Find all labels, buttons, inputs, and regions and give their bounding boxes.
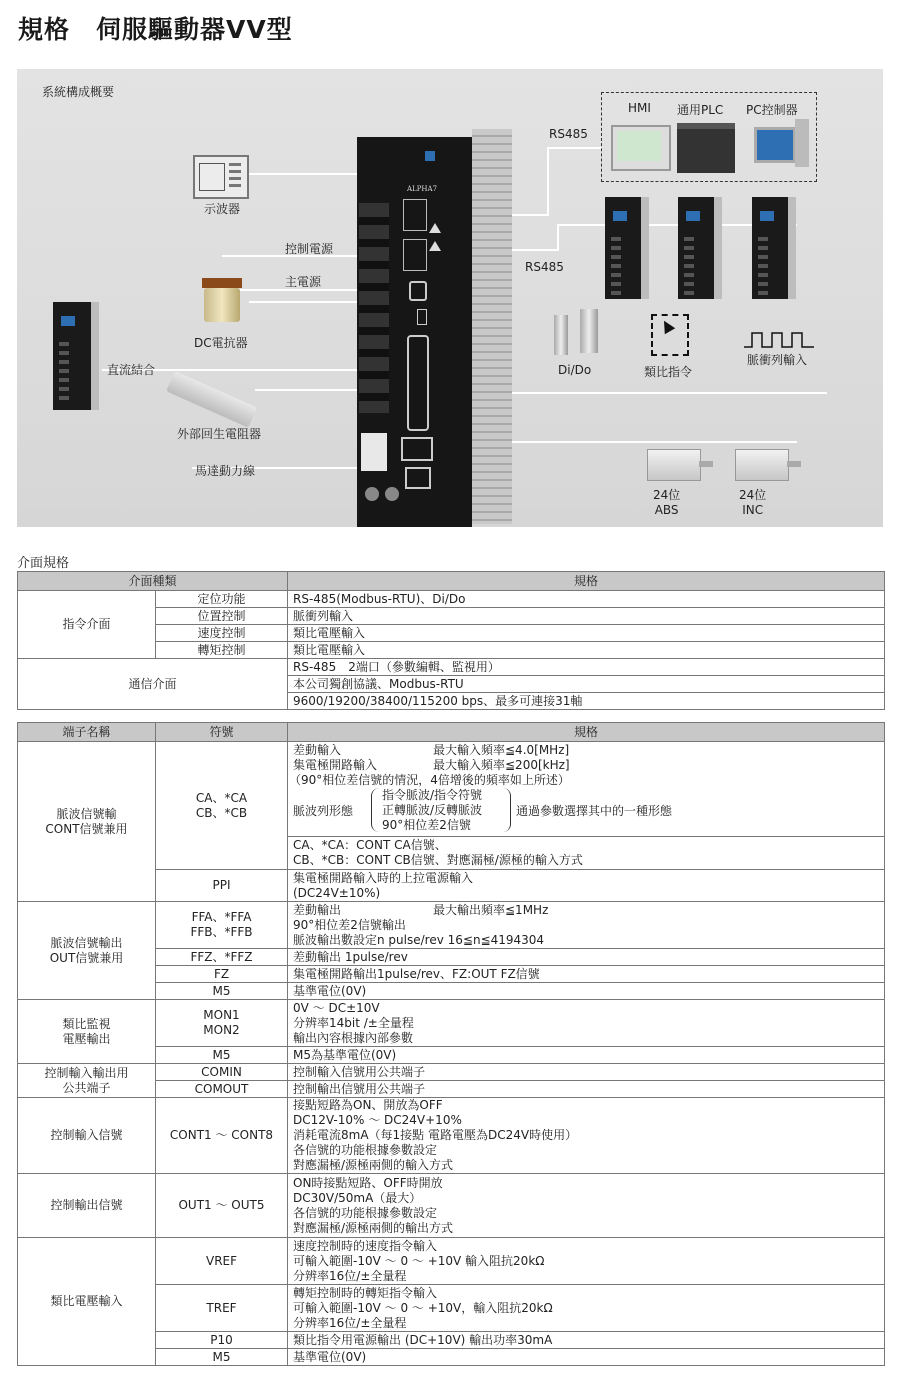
ground-screw-icon bbox=[385, 487, 399, 501]
motor-terminal-icon bbox=[361, 433, 387, 471]
table-row: 類比監視 電壓輸出 MON1 MON2 0V ～ DC±10V 分辨率14bit /±全量程 輸出內容根據內部參數 bbox=[18, 1000, 885, 1047]
analog-input-group: 類比電壓輸入 bbox=[18, 1238, 156, 1366]
warning-icon bbox=[429, 241, 441, 251]
cn3a-port-icon bbox=[403, 199, 427, 231]
warning-icon bbox=[429, 223, 441, 233]
servo-drive-left-icon bbox=[53, 302, 99, 410]
dc-reactor-icon bbox=[200, 276, 245, 326]
col-header-type: 介面種類 bbox=[18, 572, 288, 591]
table-row: 控制輸出信號 OUT1 ～ OUT5 ON時接點短路、OFF時開放 DC30V/50mA（最大） 各信號的功能根據參數設定 對應漏極/源極兩側的輸出方式 bbox=[18, 1174, 885, 1238]
plc-label: 通用PLC bbox=[677, 103, 724, 117]
dido-label: Di/Do bbox=[558, 363, 592, 377]
usb-port-icon bbox=[417, 309, 427, 325]
interface-spec-table bbox=[17, 571, 885, 710]
table-row: 類比電壓輸入 VREF 速度控制時的速度指令輸入 可輸入範圍-10V ～ 0 ～ +10V 輸入阻抗20kΩ 分辨率16位/±全量程 bbox=[18, 1238, 885, 1285]
system-diagram bbox=[17, 69, 883, 527]
table-row: 9600/19200/38400/115200 bps、最多可連接31軸 bbox=[18, 693, 885, 710]
table-row: 轉矩控制 類比電壓輸入 bbox=[18, 642, 885, 659]
cn5-connector-icon bbox=[405, 467, 431, 489]
title-product: 伺服驅動器VV型 bbox=[96, 15, 293, 44]
table-row: M5 基準電位(0V) bbox=[18, 1349, 885, 1366]
servo-drive-slave-icon bbox=[752, 197, 796, 299]
proximity-sensor-icon bbox=[554, 315, 568, 355]
plc-icon bbox=[677, 123, 735, 173]
rs485-mid-label: RS485 bbox=[525, 260, 564, 274]
table-row: FFZ、*FFZ 差動輸出 1pulse/rev bbox=[18, 949, 885, 966]
encoder-abs-label: 24位 ABS bbox=[653, 488, 681, 517]
servo-drive-slave-icon bbox=[605, 197, 649, 299]
interface-section-label: 介面規格 bbox=[17, 556, 70, 571]
table-row: 控制輸入輸出用 公共端子 COMIN 控制輸入信號用公共端子 bbox=[18, 1064, 885, 1081]
dc-reactor-label: DC電抗器 bbox=[194, 336, 248, 350]
col-header-symbol: 符號 bbox=[156, 723, 288, 742]
analog-monitor-group: 類比監視 電壓輸出 bbox=[18, 1000, 156, 1064]
cn3b-port-icon bbox=[403, 239, 427, 271]
oscilloscope-icon bbox=[193, 155, 249, 199]
motor-power-label: 馬達動力線 bbox=[195, 464, 256, 478]
pc-monitor-icon bbox=[754, 127, 796, 163]
table-row: COMOUT 控制輸出信號用公共端子 bbox=[18, 1081, 885, 1098]
hmi-icon bbox=[611, 125, 671, 171]
table-row: M5 基準電位(0V) bbox=[18, 983, 885, 1000]
table-row: M5 M5為基準電位(0V) bbox=[18, 1047, 885, 1064]
drive-logo-icon bbox=[425, 151, 435, 161]
control-power-label: 控制電源 bbox=[285, 242, 334, 256]
diagram-section-label: 系統構成概要 bbox=[42, 85, 115, 99]
table-row: 指令介面 定位功能 RS-485(Modbus-RTU)、Di/Do bbox=[18, 591, 885, 608]
table-row: 脈波信號輸出 OUT信號兼用 FFA、*FFA FFB、*FFB 差動輸出 最大輸出頻率≦1MHz 90°相位差2信號輸出 脈波輸出數設定n pulse/rev 16≦n≦4194304 bbox=[18, 902, 885, 949]
page-title bbox=[18, 10, 293, 46]
command-interface-group: 指令介面 bbox=[18, 591, 156, 659]
table-row: 控制輸入信號 CONT1 ～ CONT8 接點短路為ON、開放為OFF DC12V-10% ～ DC24V+10% 消耗電流8mA（每1接點 電路電壓為DC24V時使用） 各信號的功能根據參數設定 對應漏極/源極兩側的輸入方式 bbox=[18, 1098, 885, 1174]
table-row bbox=[18, 742, 885, 870]
encoder-inc-label: 24位 INC bbox=[739, 488, 767, 517]
cn4-port-icon bbox=[409, 281, 427, 301]
servo-motor-inc-icon bbox=[735, 449, 789, 481]
table-row: 位置控制 脈衝列輸入 bbox=[18, 608, 885, 625]
servo-motor-abs-icon bbox=[647, 449, 701, 481]
common-terminal-group: 控制輸入輸出用 公共端子 bbox=[18, 1064, 156, 1098]
main-power-label: 主電源 bbox=[285, 275, 322, 289]
title-spec: 規格 bbox=[18, 15, 71, 44]
table-row: 本公司獨創協議、Modbus-RTU bbox=[18, 676, 885, 693]
analog-command-icon bbox=[651, 314, 689, 356]
table-row: 通信介面 RS-485 2端口（參數編輯、監視用） bbox=[18, 659, 885, 676]
table-row: TREF 轉矩控制時的轉矩指令輸入 可輸入範圍-10V ～ 0 ～ +10V，輸入阻抗20kΩ 分辨率16位/±全量程 bbox=[18, 1285, 885, 1332]
ground-screw-icon bbox=[365, 487, 379, 501]
pulse-output-group: 脈波信號輸出 OUT信號兼用 bbox=[18, 902, 156, 1000]
hmi-label: HMI bbox=[628, 101, 651, 115]
terminal-spec-table bbox=[17, 722, 885, 1366]
col-header-name: 端子名稱 bbox=[18, 723, 156, 742]
limit-switch-icon bbox=[580, 309, 598, 353]
ca-cb-symbol: CA、*CA CB、*CB bbox=[156, 742, 288, 870]
table-header-row bbox=[18, 572, 885, 591]
table-header-row bbox=[18, 723, 885, 742]
servo-drive-slave-icon bbox=[678, 197, 722, 299]
rs485-top-label: RS485 bbox=[549, 127, 588, 141]
cn2-connector-icon bbox=[401, 437, 433, 461]
control-input-group: 控制輸入信號 bbox=[18, 1098, 156, 1174]
col-header-spec: 規格 bbox=[288, 723, 885, 742]
table-row: PPI 集電極開路輸入時的上拉電源輸入 (DC24V±10%) bbox=[18, 870, 885, 902]
pc-tower-icon bbox=[795, 119, 809, 167]
table-row: P10 類比指令用電源輸出 (DC+10V) 輸出功率30mA bbox=[18, 1332, 885, 1349]
ext-resistor-label: 外部回生電阻器 bbox=[177, 427, 262, 441]
ca-cb-spec: 差動輸入 最大輸入頻率≦4.0[MHz] 集電極開路輸入 最大輸入頻率≦200[kHz] （90°相位差信號的情況，4倍增後的頻率如上所述） 脈波列形態 指令脈波/指令符號 正轉脈波/反轉脈波 90°相位差2信號 通過參數選擇其中的一種形態 CA、*CA：CONT CA信號、 CB、*CB：CONT CB信號、對應漏極/源極的輸入方式 bbox=[288, 742, 885, 870]
col-header-spec: 規格 bbox=[288, 572, 885, 591]
ext-resistor-icon bbox=[166, 371, 257, 428]
table-row: 速度控制 類比電壓輸入 bbox=[18, 625, 885, 642]
cn1-connector-icon bbox=[407, 335, 429, 431]
analog-cmd-label: 類比指令 bbox=[644, 365, 693, 379]
drive-model: ALPHA7 bbox=[407, 185, 438, 193]
dc-link-label: 直流結合 bbox=[107, 363, 156, 377]
control-output-group: 控制輸出信號 bbox=[18, 1174, 156, 1238]
comm-interface-group: 通信介面 bbox=[18, 659, 288, 710]
pulse-train-icon bbox=[744, 331, 816, 349]
pulse-input-label: 脈衝列輸入 bbox=[747, 353, 808, 367]
drive-heatsink bbox=[472, 129, 512, 524]
pulse-input-group: 脈波信號輸 CONT信號兼用 bbox=[18, 742, 156, 902]
oscilloscope-label: 示波器 bbox=[204, 202, 241, 216]
pc-label: PC控制器 bbox=[746, 103, 798, 117]
table-row: FZ 集電極開路輸出1pulse/rev、FZ:OUT FZ信號 bbox=[18, 966, 885, 983]
servo-drive-main-icon bbox=[357, 137, 472, 527]
terminal-block-icon bbox=[359, 203, 389, 413]
